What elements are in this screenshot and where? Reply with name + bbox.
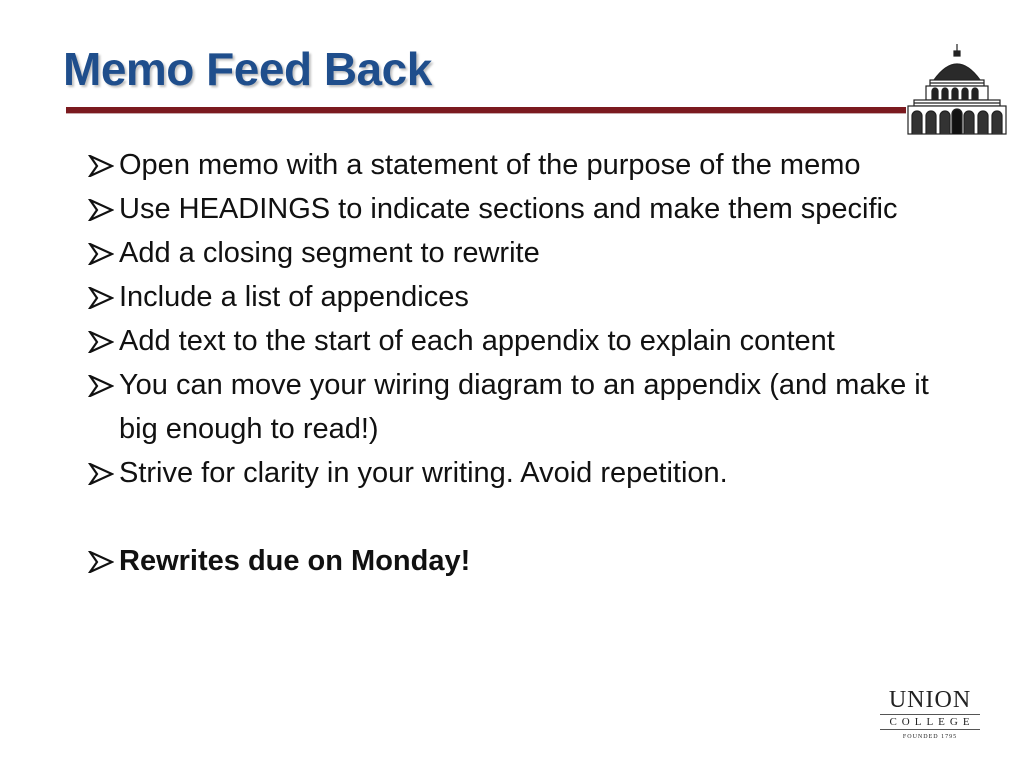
arrow-bullet-icon: [88, 375, 114, 397]
dome-building-icon: [904, 42, 1010, 136]
slide-title: Memo Feed Back: [63, 43, 432, 95]
union-college-logo: [880, 688, 980, 744]
list-spacer: [88, 495, 968, 539]
arrow-bullet-icon: [88, 331, 114, 353]
logo-line1: UNION: [888, 687, 972, 713]
bullet-text: Open memo with a statement of the purpose of the memo: [119, 149, 861, 181]
list-item: [88, 143, 968, 187]
arrow-bullet-icon: [88, 199, 114, 221]
bullet-list: [88, 143, 968, 583]
bullet-text: You can move your wiring diagram to an appendix (and make it big enough to read!): [119, 369, 929, 445]
arrow-bullet-icon: [88, 551, 114, 573]
bullet-text: Add text to the start of each appendix to explain content: [119, 325, 835, 357]
list-item: [88, 187, 968, 231]
logo-line3: FOUNDED 1795: [902, 734, 958, 740]
list-item: [88, 539, 968, 583]
arrow-bullet-icon: [88, 463, 114, 485]
title-divider: [66, 107, 906, 113]
arrow-bullet-icon: [88, 155, 114, 177]
logo-line2: COLLEGE: [880, 714, 980, 730]
bullet-text: Rewrites due on Monday!: [119, 545, 471, 577]
arrow-bullet-icon: [88, 287, 114, 309]
list-item: [88, 231, 968, 275]
list-item: [88, 363, 968, 451]
bullet-text: Use HEADINGS to indicate sections and make them specific: [119, 193, 898, 225]
arrow-bullet-icon: [88, 243, 114, 265]
list-item: [88, 451, 968, 495]
bullet-text: Include a list of appendices: [119, 281, 469, 313]
bullet-text: Strive for clarity in your writing. Avoid repetition.: [119, 457, 728, 489]
list-item: [88, 319, 968, 363]
list-item: [88, 275, 968, 319]
bullet-text: Add a closing segment to rewrite: [119, 237, 540, 269]
